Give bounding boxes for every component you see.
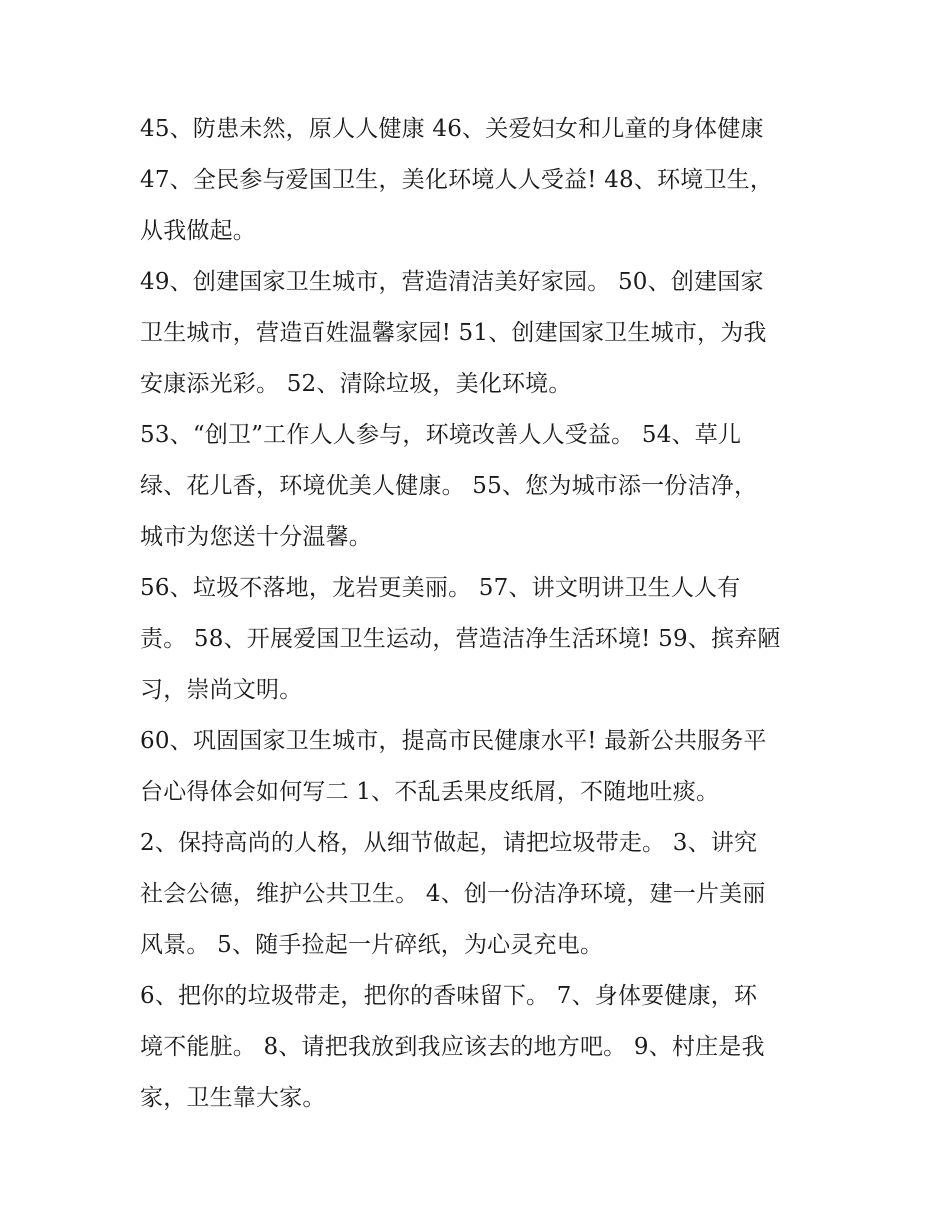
text-line-7: 53、“创卫”工作人人参与，环境改善人人受益。 54、草儿 xyxy=(140,422,742,448)
text-line-8: 绿、花儿香，环境优美人健康。 55、您为城市添一份洁净， xyxy=(140,473,758,499)
text-line-6: 安康添光彩。 52、清除垃圾，美化环境。 xyxy=(140,371,572,397)
text-line-16: 社会公德，维护公共卫生。 4、创一份洁净环境，建一片美丽 xyxy=(140,881,766,907)
text-line-19: 境不能脏。 8、请把我放到我应该去的地方吧。 9、村庄是我 xyxy=(140,1034,765,1060)
text-line-3: 从我做起。 xyxy=(140,218,256,244)
text-line-15: 2、保持高尚的人格，从细节做起，请把垃圾带走。 3、讲究 xyxy=(140,830,758,856)
text-line-18: 6、把你的垃圾带走，把你的香味留下。 7、身体要健康，环 xyxy=(140,983,758,1009)
text-line-12: 习，崇尚文明。 xyxy=(140,677,303,703)
text-line-10: 56、垃圾不落地，龙岩更美丽。 57、讲文明讲卫生人人有 xyxy=(140,575,741,601)
text-line-11: 责。 58、开展爱国卫生运动，营造洁净生活环境! 59、摈弃陋 xyxy=(140,626,781,652)
text-line-17: 风景。 5、随手捡起一片碎纸，为心灵充电。 xyxy=(140,932,604,958)
text-line-4: 49、创建国家卫生城市，营造清洁美好家园。 50、创建国家 xyxy=(140,269,764,295)
text-line-9: 城市为您送十分温馨。 xyxy=(140,524,372,550)
text-line-2: 47、全民参与爱国卫生，美化环境人人受益! 48、环境卫生， xyxy=(140,167,774,193)
text-line-13: 60、巩固国家卫生城市，提高市民健康水平! 最新公共服务平 xyxy=(140,728,767,754)
document-body xyxy=(140,104,810,1124)
text-line-14: 台心得体会如何写二 1、不乱丢果皮纸屑，不随地吐痰。 xyxy=(140,779,720,805)
text-line-20: 家，卫生靠大家。 xyxy=(140,1085,326,1111)
text-line-5: 卫生城市，营造百姓温馨家园! 51、创建国家卫生城市，为我 xyxy=(140,320,767,346)
text-line-1: 45、防患未然，原人人健康 46、关爱妇女和儿童的身体健康 xyxy=(140,116,764,142)
